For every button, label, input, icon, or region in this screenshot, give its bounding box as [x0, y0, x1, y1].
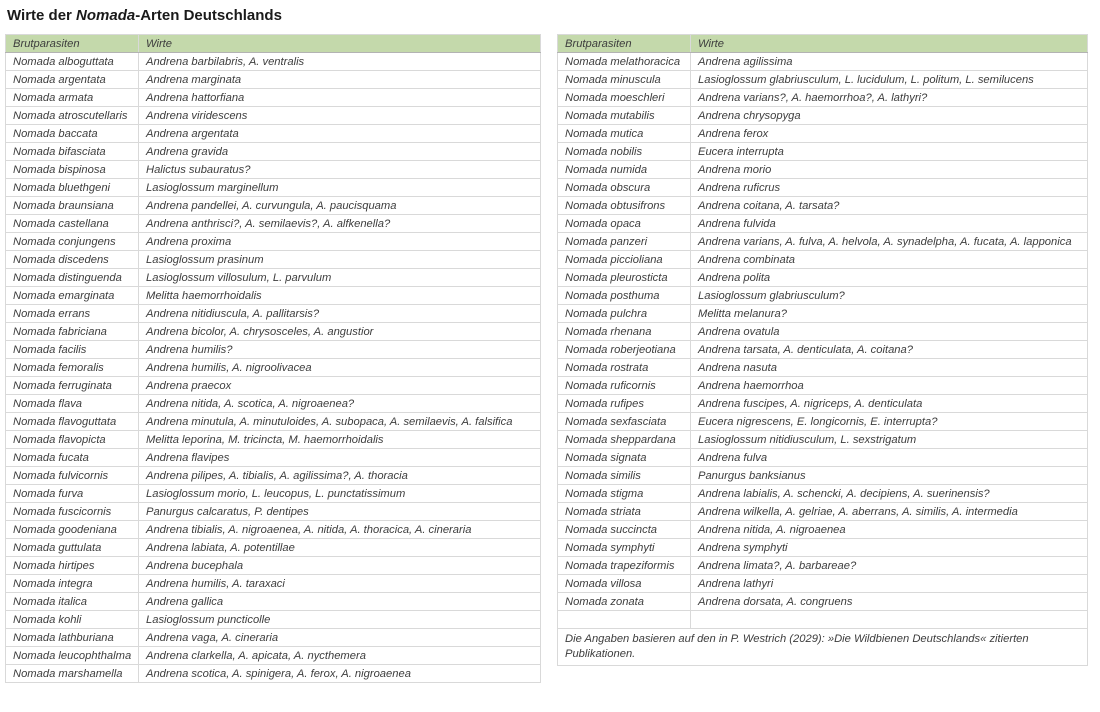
host-cell: Andrena gallica — [139, 593, 541, 611]
parasite-cell: Nomada guttulata — [6, 539, 139, 557]
parasite-cell: Nomada nobilis — [558, 143, 691, 161]
host-cell: Andrena dorsata, A. congruens — [691, 593, 1088, 611]
parasite-cell: Nomada conjungens — [6, 233, 139, 251]
parasite-cell: Nomada ferruginata — [6, 377, 139, 395]
parasite-cell: Nomada marshamella — [6, 665, 139, 683]
parasite-cell: Nomada argentata — [6, 71, 139, 89]
table-row — [6, 53, 541, 71]
parasite-cell: Nomada integra — [6, 575, 139, 593]
host-cell: Andrena humilis, A. taraxaci — [139, 575, 541, 593]
parasite-cell: Nomada mutabilis — [558, 107, 691, 125]
host-cell: Andrena labiata, A. potentillae — [139, 539, 541, 557]
parasite-cell: Nomada armata — [6, 89, 139, 107]
host-cell: Andrena nasuta — [691, 359, 1088, 377]
host-cell: Andrena barbilabris, A. ventralis — [139, 53, 541, 71]
host-cell: Andrena tarsata, A. denticulata, A. coitana? — [691, 341, 1088, 359]
table-row — [6, 629, 541, 647]
parasite-cell: Nomada roberjeotiana — [558, 341, 691, 359]
table-row — [6, 413, 541, 431]
parasite-cell: Nomada minuscula — [558, 71, 691, 89]
table-row — [6, 251, 541, 269]
host-cell: Andrena vaga, A. cineraria — [139, 629, 541, 647]
parasite-cell: Nomada femoralis — [6, 359, 139, 377]
tables-container — [5, 34, 1095, 683]
host-cell: Andrena proxima — [139, 233, 541, 251]
table-row — [558, 395, 1088, 413]
table-row — [6, 557, 541, 575]
parasite-cell: Nomada flavoguttata — [6, 413, 139, 431]
host-cell: Andrena minutula, A. minutuloides, A. subopaca, A. semilaevis, A. falsifica — [139, 413, 541, 431]
parasite-cell — [558, 611, 691, 629]
table-row — [6, 485, 541, 503]
parasite-cell: Nomada baccata — [6, 125, 139, 143]
table-row — [6, 323, 541, 341]
table-row — [558, 89, 1088, 107]
parasite-cell: Nomada pulchra — [558, 305, 691, 323]
table-row — [558, 377, 1088, 395]
host-cell: Andrena wilkella, A. gelriae, A. aberrans, A. similis, A. intermedia — [691, 503, 1088, 521]
host-cell: Melitta melanura? — [691, 305, 1088, 323]
table-row — [558, 593, 1088, 611]
host-cell: Panurgus banksianus — [691, 467, 1088, 485]
table-row — [6, 431, 541, 449]
table-row — [558, 431, 1088, 449]
table-row — [558, 305, 1088, 323]
table-row — [6, 503, 541, 521]
title-genus: Nomada — [76, 7, 136, 24]
table-row — [558, 71, 1088, 89]
parasite-cell: Nomada distinguenda — [6, 269, 139, 287]
host-cell: Andrena symphyti — [691, 539, 1088, 557]
right-table-header — [558, 35, 1088, 53]
table-row — [6, 107, 541, 125]
table-row — [6, 575, 541, 593]
parasite-cell: Nomada italica — [6, 593, 139, 611]
host-cell: Lasioglossum nitidiusculum, L. sexstrigatum — [691, 431, 1088, 449]
host-cell: Lasioglossum villosulum, L. parvulum — [139, 269, 541, 287]
table-row — [558, 269, 1088, 287]
left-table-header — [6, 35, 541, 53]
host-cell: Andrena humilis? — [139, 341, 541, 359]
table-row — [558, 359, 1088, 377]
parasite-cell: Nomada pleurosticta — [558, 269, 691, 287]
parasite-cell: Nomada flavopicta — [6, 431, 139, 449]
host-cell: Eucera interrupta — [691, 143, 1088, 161]
table-row — [558, 53, 1088, 71]
host-cell: Andrena labialis, A. schencki, A. decipiens, A. suerinensis? — [691, 485, 1088, 503]
parasite-cell: Nomada stigma — [558, 485, 691, 503]
parasite-cell: Nomada lathburiana — [6, 629, 139, 647]
host-cell: Andrena ruficrus — [691, 179, 1088, 197]
table-row — [558, 107, 1088, 125]
parasite-cell: Nomada numida — [558, 161, 691, 179]
host-cell: Andrena hattorfiana — [139, 89, 541, 107]
host-cell: Andrena tibialis, A. nigroaenea, A. nitida, A. thoracica, A. cineraria — [139, 521, 541, 539]
host-cell: Lasioglossum morio, L. leucopus, L. punctatissimum — [139, 485, 541, 503]
parasite-cell: Nomada rufipes — [558, 395, 691, 413]
host-cell: Panurgus calcaratus, P. dentipes — [139, 503, 541, 521]
table-row — [558, 251, 1088, 269]
table-row — [6, 449, 541, 467]
host-cell: Melitta haemorrhoidalis — [139, 287, 541, 305]
parasite-cell: Nomada villosa — [558, 575, 691, 593]
left-table-body — [6, 53, 541, 683]
table-row — [6, 521, 541, 539]
host-cell: Eucera nigrescens, E. longicornis, E. interrupta? — [691, 413, 1088, 431]
host-cell: Andrena pilipes, A. tibialis, A. agilissima?, A. thoracia — [139, 467, 541, 485]
parasite-cell: Nomada mutica — [558, 125, 691, 143]
table-row — [558, 323, 1088, 341]
title-prefix: Wirte der — [7, 7, 77, 24]
parasite-cell: Nomada discedens — [6, 251, 139, 269]
parasite-cell: Nomada symphyti — [558, 539, 691, 557]
table-row — [558, 161, 1088, 179]
parasite-cell: Nomada furva — [6, 485, 139, 503]
parasite-cell: Nomada melathoracica — [558, 53, 691, 71]
footnote-row — [558, 629, 1088, 666]
column-header-wirte: Wirte — [139, 35, 541, 53]
parasite-cell: Nomada fabriciana — [6, 323, 139, 341]
host-cell: Andrena polita — [691, 269, 1088, 287]
table-row — [558, 215, 1088, 233]
table-row — [6, 287, 541, 305]
host-cell: Andrena ferox — [691, 125, 1088, 143]
source-footnote: Die Angaben basieren auf den in P. Westrich (2029): »Die Wildbienen Deutschlands« zitierten Publikationen. — [558, 629, 1088, 666]
host-cell: Andrena coitana, A. tarsata? — [691, 197, 1088, 215]
host-cell: Andrena marginata — [139, 71, 541, 89]
host-cell: Andrena bucephala — [139, 557, 541, 575]
table-row — [558, 611, 1088, 629]
parasite-cell: Nomada bifasciata — [6, 143, 139, 161]
host-cell: Andrena anthrisci?, A. semilaevis?, A. alfkenella? — [139, 215, 541, 233]
title-suffix: -Arten Deutschlands — [135, 7, 282, 24]
parasite-cell: Nomada zonata — [558, 593, 691, 611]
host-cell: Andrena fulva — [691, 449, 1088, 467]
parasite-cell: Nomada ruficornis — [558, 377, 691, 395]
column-header-brutparasiten: Brutparasiten — [6, 35, 139, 53]
parasite-cell: Nomada fucata — [6, 449, 139, 467]
right-table-footer — [558, 629, 1088, 666]
header-row — [6, 35, 541, 53]
host-cell: Andrena lathyri — [691, 575, 1088, 593]
host-cell: Lasioglossum prasinum — [139, 251, 541, 269]
table-row — [558, 449, 1088, 467]
host-cell: Andrena combinata — [691, 251, 1088, 269]
table-row — [558, 143, 1088, 161]
table-row — [6, 197, 541, 215]
table-row — [6, 89, 541, 107]
table-row — [558, 575, 1088, 593]
column-header-wirte: Wirte — [691, 35, 1088, 53]
table-row — [6, 269, 541, 287]
table-row — [558, 179, 1088, 197]
host-cell — [691, 611, 1088, 629]
left-table — [5, 34, 541, 683]
parasite-cell: Nomada bispinosa — [6, 161, 139, 179]
parasite-cell: Nomada signata — [558, 449, 691, 467]
host-cell: Andrena viridescens — [139, 107, 541, 125]
parasite-cell: Nomada piccioliana — [558, 251, 691, 269]
parasite-cell: Nomada panzeri — [558, 233, 691, 251]
host-cell: Lasioglossum glabriusculum? — [691, 287, 1088, 305]
host-cell: Andrena ovatula — [691, 323, 1088, 341]
host-cell: Andrena scotica, A. spinigera, A. ferox, A. nigroaenea — [139, 665, 541, 683]
table-row — [558, 233, 1088, 251]
parasite-cell: Nomada rostrata — [558, 359, 691, 377]
host-cell: Andrena morio — [691, 161, 1088, 179]
table-row — [6, 611, 541, 629]
table-row — [6, 71, 541, 89]
table-row — [6, 125, 541, 143]
parasite-cell: Nomada moeschleri — [558, 89, 691, 107]
host-cell: Andrena nitida, A. nigroaenea — [691, 521, 1088, 539]
table-row — [558, 539, 1088, 557]
parasite-cell: Nomada kohli — [6, 611, 139, 629]
host-cell: Melitta leporina, M. tricincta, M. haemorrhoidalis — [139, 431, 541, 449]
parasite-cell: Nomada opaca — [558, 215, 691, 233]
parasite-cell: Nomada trapeziformis — [558, 557, 691, 575]
host-cell: Andrena nitidiuscula, A. pallitarsis? — [139, 305, 541, 323]
parasite-cell: Nomada sheppardana — [558, 431, 691, 449]
host-cell: Andrena nitida, A. scotica, A. nigroaenea? — [139, 395, 541, 413]
table-row — [558, 521, 1088, 539]
parasite-cell: Nomada errans — [6, 305, 139, 323]
parasite-cell: Nomada goodeniana — [6, 521, 139, 539]
parasite-cell: Nomada alboguttata — [6, 53, 139, 71]
host-cell: Andrena fuscipes, A. nigriceps, A. denticulata — [691, 395, 1088, 413]
host-cell: Andrena agilissima — [691, 53, 1088, 71]
parasite-cell: Nomada obscura — [558, 179, 691, 197]
host-cell: Halictus subauratus? — [139, 161, 541, 179]
host-cell: Andrena flavipes — [139, 449, 541, 467]
table-row — [6, 377, 541, 395]
table-row — [6, 233, 541, 251]
host-cell: Andrena clarkella, A. apicata, A. nycthemera — [139, 647, 541, 665]
host-cell: Andrena praecox — [139, 377, 541, 395]
parasite-cell: Nomada similis — [558, 467, 691, 485]
host-cell: Andrena haemorrhoa — [691, 377, 1088, 395]
parasite-cell: Nomada flava — [6, 395, 139, 413]
parasite-cell: Nomada rhenana — [558, 323, 691, 341]
parasite-cell: Nomada hirtipes — [6, 557, 139, 575]
table-row — [6, 665, 541, 683]
table-row — [6, 215, 541, 233]
table-row — [6, 341, 541, 359]
host-cell: Andrena limata?, A. barbareae? — [691, 557, 1088, 575]
parasite-cell: Nomada emarginata — [6, 287, 139, 305]
host-cell: Andrena argentata — [139, 125, 541, 143]
parasite-cell: Nomada obtusifrons — [558, 197, 691, 215]
host-cell: Andrena fulvida — [691, 215, 1088, 233]
table-row — [558, 341, 1088, 359]
parasite-cell: Nomada posthuma — [558, 287, 691, 305]
table-row — [558, 503, 1088, 521]
host-cell: Andrena varians, A. fulva, A. helvola, A. synadelpha, A. fucata, A. lapponica — [691, 233, 1088, 251]
host-cell: Andrena humilis, A. nigroolivacea — [139, 359, 541, 377]
table-row — [6, 539, 541, 557]
parasite-cell: Nomada succincta — [558, 521, 691, 539]
table-row — [6, 161, 541, 179]
table-row — [558, 413, 1088, 431]
table-row — [6, 395, 541, 413]
column-header-brutparasiten: Brutparasiten — [558, 35, 691, 53]
table-row — [6, 179, 541, 197]
parasite-cell: Nomada striata — [558, 503, 691, 521]
parasite-cell: Nomada castellana — [6, 215, 139, 233]
parasite-cell: Nomada fuscicornis — [6, 503, 139, 521]
table-row — [558, 197, 1088, 215]
table-row — [6, 593, 541, 611]
table-row — [6, 305, 541, 323]
parasite-cell: Nomada atroscutellaris — [6, 107, 139, 125]
parasite-cell: Nomada bluethgeni — [6, 179, 139, 197]
host-cell: Andrena pandellei, A. curvungula, A. paucisquama — [139, 197, 541, 215]
host-cell: Lasioglossum marginellum — [139, 179, 541, 197]
header-row — [558, 35, 1088, 53]
table-row — [6, 647, 541, 665]
table-row — [558, 557, 1088, 575]
right-table — [557, 34, 1088, 666]
table-row — [558, 125, 1088, 143]
host-cell: Andrena gravida — [139, 143, 541, 161]
parasite-cell: Nomada braunsiana — [6, 197, 139, 215]
table-row — [558, 467, 1088, 485]
right-table-body — [558, 53, 1088, 629]
table-row — [6, 359, 541, 377]
table-row — [558, 287, 1088, 305]
host-cell: Lasioglossum glabriusculum, L. lucidulum, L. politum, L. semilucens — [691, 71, 1088, 89]
parasite-cell: Nomada sexfasciata — [558, 413, 691, 431]
host-cell: Andrena bicolor, A. chrysosceles, A. angustior — [139, 323, 541, 341]
parasite-cell: Nomada facilis — [6, 341, 139, 359]
parasite-cell: Nomada leucophthalma — [6, 647, 139, 665]
page-title — [7, 7, 1095, 24]
table-row — [558, 485, 1088, 503]
host-cell: Andrena varians?, A. haemorrhoa?, A. lathyri? — [691, 89, 1088, 107]
host-cell: Lasioglossum puncticolle — [139, 611, 541, 629]
host-cell: Andrena chrysopyga — [691, 107, 1088, 125]
table-row — [6, 143, 541, 161]
parasite-cell: Nomada fulvicornis — [6, 467, 139, 485]
table-row — [6, 467, 541, 485]
